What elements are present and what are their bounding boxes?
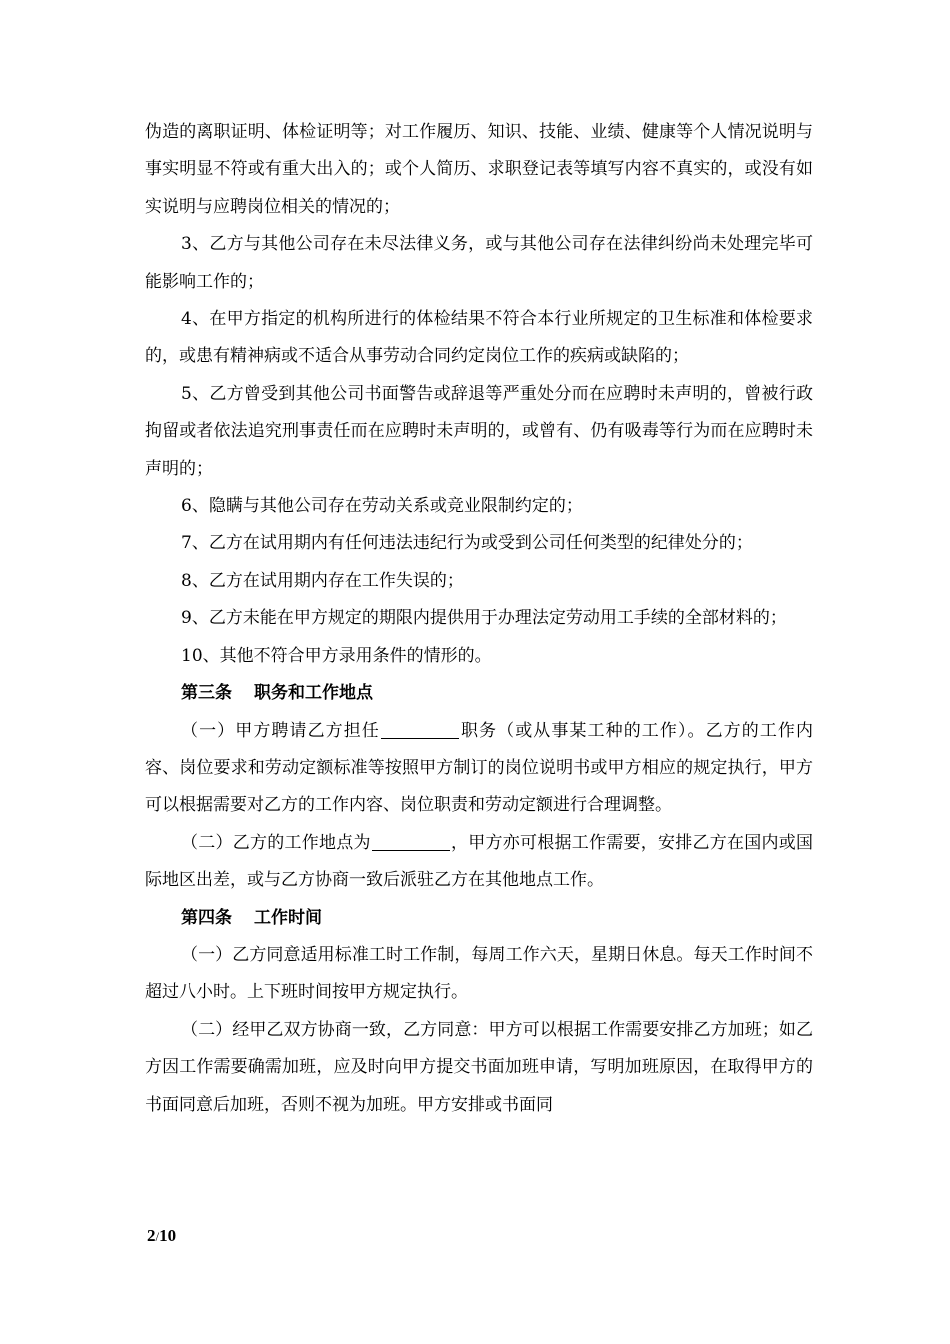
page-number [147, 1226, 176, 1246]
article-3-title: 职务和工作地点 [254, 683, 373, 704]
clause-text: （二）乙方的工作地点为 [181, 832, 371, 853]
article-4-clause-1: （一）乙方同意适用标准工时工作制，每周工作六天，星期日休息。每天工作时间不超过八小时。上下班时间按甲方规定执行。 [145, 944, 813, 1003]
list-item-6: 6、隐瞒与其他公司存在劳动关系或竞业限制约定的； [181, 496, 583, 517]
article-3-clause-2 [145, 825, 813, 900]
article-3-clause-1 [145, 713, 813, 825]
list-item-10: 10、其他不符合甲方录用条件的情形的。 [181, 645, 492, 666]
list-item-7: 7、乙方在试用期内有任何违法违纪行为或受到公司任何类型的纪律处分的； [181, 533, 753, 554]
total-pages: 10 [159, 1226, 177, 1245]
article-3-heading [145, 675, 813, 712]
paragraph-continuation: 伪造的离职证明、体检证明等；对工作履历、知识、技能、业绩、健康等个人情况说明与事实明显不符或有重大出入的；或个人简历、求职登记表等填写内容不真实的，或没有如实说明与应聘岗位相关的情况的； [145, 122, 813, 217]
article-4-clause-2: （二）经甲乙双方协商一致，乙方同意：甲方可以根据工作需要安排乙方加班；如乙方因工作需要确需加班，应及时向甲方提交书面加班申请，写明加班原因，在取得甲方的书面同意后加班，否则不视为加班。甲方安排或书面同 [145, 1019, 813, 1115]
clause-text: （一）甲方聘请乙方担任 [181, 720, 380, 741]
article-3-label: 第三条 [181, 683, 232, 704]
list-item-3: 3、乙方与其他公司存在未尽法律义务，或与其他公司存在法律纠纷尚未处理完毕可能影响工作的； [145, 234, 813, 292]
page-separator: / [155, 1229, 160, 1244]
list-item-8: 8、乙方在试用期内存在工作失误的； [181, 570, 464, 591]
blank-underline [372, 832, 450, 851]
current-page: 2 [147, 1226, 156, 1245]
clause-text: 职务（或从事某工种的工作）。乙方的工作内容、岗位要求和劳动定额标准等按照甲方制订的岗位说明书或甲方相应的规定执行，甲方可以根据需要对乙方的工作内容、岗位职责和劳动定额进行合理调整。 [145, 720, 814, 816]
article-4-label: 第四条 [181, 907, 232, 928]
article-4-heading [145, 900, 813, 937]
list-item-5: 5、乙方曾受到其他公司书面警告或辞退等严重处分而在应聘时未声明的，曾被行政拘留或者依法追究刑事责任而在应聘时未声明的，或曾有、仍有吸毒等行为而在应聘时未声明的； [145, 383, 813, 479]
list-item-4: 4、在甲方指定的机构所进行的体检结果不符合本行业所规定的卫生标准和体检要求的，或患有精神病或不适合从事劳动合同约定岗位工作的疾病或缺陷的； [145, 309, 813, 367]
blank-underline [381, 720, 459, 739]
document-page [145, 114, 813, 1124]
list-item-9: 9、乙方未能在甲方规定的期限内提供用于办理法定劳动用工手续的全部材料的； [181, 608, 787, 629]
clause-text: ，甲方亦可根据工作需要，安排乙方在国内或国际地区出差，或与乙方协商一致后派驻乙方在其他地点工作。 [145, 832, 813, 891]
article-4-title: 工作时间 [254, 907, 322, 928]
